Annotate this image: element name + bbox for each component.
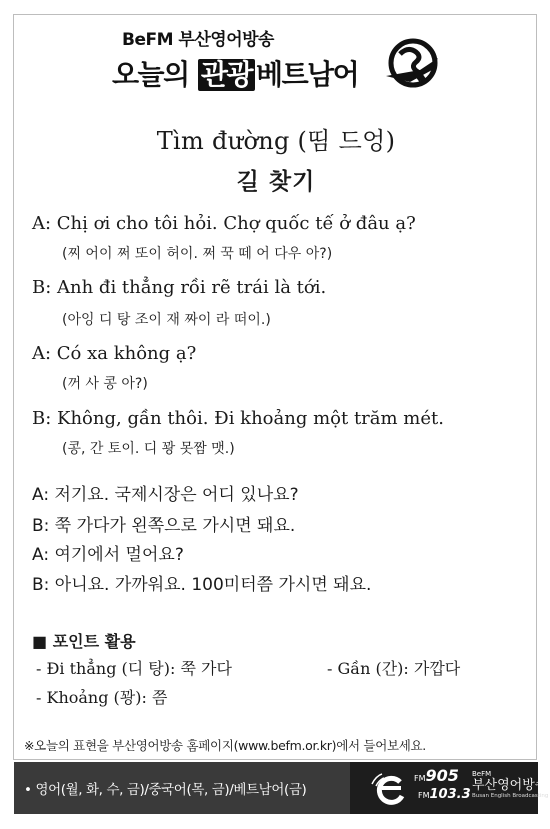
article-card (13, 14, 537, 760)
dialogue-line-4: B: Không, gần thôi. Đi khoảng một trăm mét. (32, 408, 444, 429)
brand-title: BeFM 부산영어방송 (122, 30, 274, 50)
pronunciation-3: (꺼 사 콩 아?) (62, 376, 148, 392)
station-english-name: Busan English Broadcasting (472, 793, 549, 799)
frequency (414, 767, 471, 803)
station-name: 부산영어방송 (472, 778, 548, 793)
korean-line-2: B: 쭉 가다가 왼쪽으로 가시면 돼요. (32, 516, 296, 536)
dialogue-line-1: A: Chị ơi cho tôi hỏi. Chợ quốc tế ở đâu ạ? (32, 213, 416, 234)
program-prefix: 오늘의 (112, 58, 197, 91)
frequency-2: 103.3 (429, 787, 471, 802)
pronunciation-1: (찌 어이 쩌 또이 허이. 쩌 꾹 떼 어 다우 아?) (62, 246, 333, 262)
korean-line-3: A: 여기에서 멀어요? (32, 545, 184, 565)
pronunciation-4: (콩, 간 토이. 디 꽝 못짬 맷.) (62, 441, 235, 457)
header (14, 15, 538, 115)
korean-line-1: A: 저기요. 국제시장은 어디 있나요? (32, 485, 299, 505)
fm-label-2: FM (418, 791, 430, 800)
program-boxed-word: 관광 (198, 59, 255, 91)
globe-plane-icon (380, 30, 446, 96)
schedule-panel (14, 762, 350, 814)
pronunciation-2: (아잉 디 탕 조이 재 짜이 라 떠이.) (62, 312, 271, 328)
website-note: ※오늘의 표현을 부산영어방송 홈페이지(www.befm.or.kr)에서 들어보세요. (24, 738, 426, 753)
title-vietnamese: Tìm đường (띰 드엉) (156, 127, 396, 155)
frequency-1: 905 (425, 766, 459, 785)
dialogue-line-2: B: Anh đi thẳng rồi rẽ trái là tới. (32, 277, 327, 298)
broadcast-schedule: • 영어(월, 화, 수, 금)/중국어(목, 금)/베트남어(금) (24, 782, 307, 798)
footer-bar (14, 762, 549, 814)
korean-line-4: B: 아니요. 가까워요. 100미터쯤 가시면 돼요. (32, 575, 372, 595)
program-title (112, 53, 358, 93)
points-heading: ■ 포인트 활용 (32, 632, 136, 651)
program-suffix: 베트남어 (256, 58, 359, 91)
title-korean: 길 찾기 (236, 169, 316, 195)
station-logo (472, 770, 548, 800)
point-item-3: - Khoảng (꽝): 쯤 (36, 688, 168, 707)
station-brand: BeFM (472, 770, 492, 778)
point-item-1: - Đi thẳng (디 탕): 쭉 가다 (36, 659, 232, 678)
fm-label-1: FM (414, 774, 426, 783)
dialogue-line-3: A: Có xa không ạ? (32, 343, 197, 364)
point-item-2: - Gần (간): 가깝다 (327, 659, 461, 678)
befm-e-logo-icon (370, 768, 414, 808)
